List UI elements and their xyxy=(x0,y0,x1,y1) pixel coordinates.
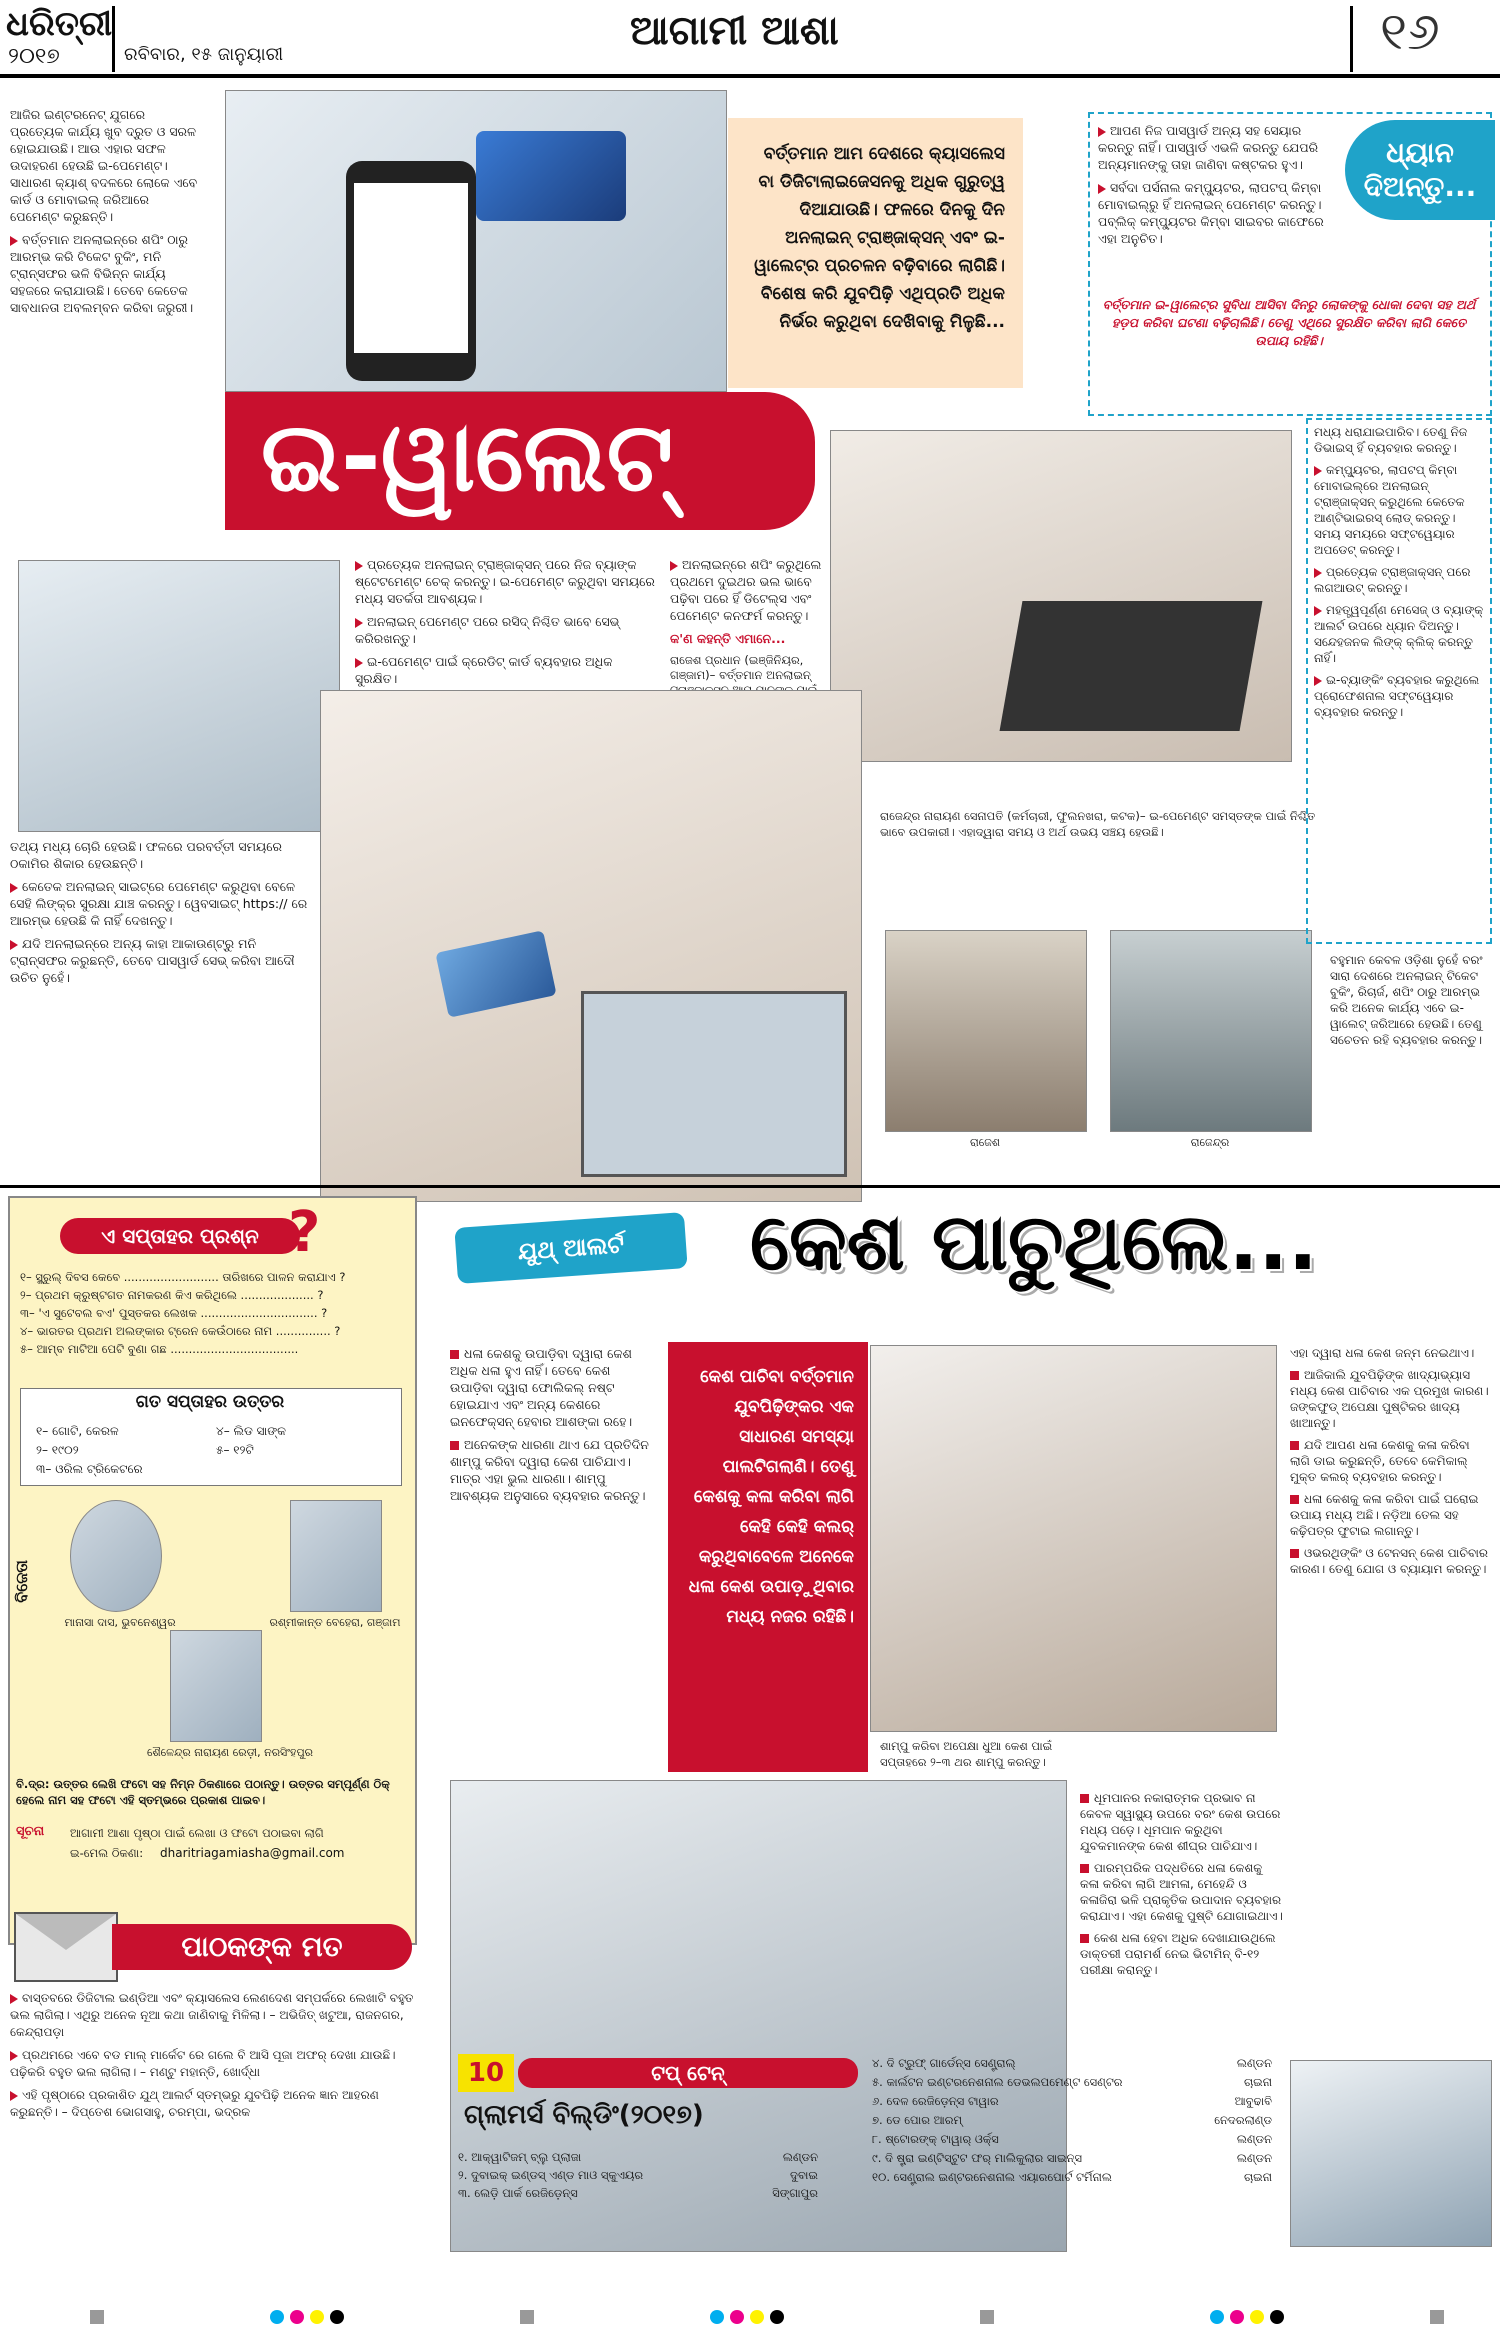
section-divider xyxy=(0,1185,1500,1188)
hair-paragraph: ଧଳା କେଶକୁ କଳା କରିବା ପାଇଁ ଘରୋଇ ଉପାୟ ମଧ୍ୟ ଅଛି। ନଡ଼ିଆ ତେଲ ସହ କଢ଼ିପତ୍ର ଫୁଟାଇ ଲଗାନ୍ତୁ। xyxy=(1290,1492,1479,1538)
tips-title: ଧ୍ୟାନ ଦିଅନ୍ତୁ... xyxy=(1363,136,1477,203)
laptop-icon xyxy=(581,991,847,1177)
ewallet-paragraph: ଅନଲାଇନ୍ ପେମେଣ୍ଟ ପରେ ରସିଦ୍ ନିଶ୍ଚିତ ଭାବେ ସେଭ୍ କରିରଖନ୍ତୁ। xyxy=(355,614,620,646)
email-link[interactable]: dharitriagamiasha@gmail.com xyxy=(160,1846,345,1860)
ewallet-headline-band xyxy=(225,392,815,530)
masthead xyxy=(0,0,1500,80)
youth-alert-badge xyxy=(454,1212,687,1284)
winner-caption: ରଶ୍ମୀକାନ୍ତ ବେହେରା, ଗଞ୍ଜାମ xyxy=(269,1616,401,1629)
topten-list-right xyxy=(872,2054,1272,2187)
tip-item: କମ୍ପ୍ୟୁଟର, ଲାପଟପ୍ କିମ୍ବା ମୋବାଇଲ୍‌ରେ ଅନଲାଇନ୍ ଟ୍ରାଞ୍ଜାକ୍ସନ୍ କରୁଥିଲେ କେତେକ ଆଣ୍ଟିଭାଇରସ୍ ଲୋଡ୍ କରନ୍ତୁ। ସମୟ ସମୟରେ ସଫ୍ଟୱେୟାର ଅପଡେଟ୍ କରନ୍ତୁ। xyxy=(1314,463,1465,557)
ewallet-paragraph: ଯଦି ଅନଲାଇନ୍‌ରେ ଅନ୍ୟ କାହା ଆକାଉଣ୍ଟ୍‌ରୁ ମନି ଟ୍ରାନ୍ସଫର କରୁଛନ୍ତି, ତେବେ ପାସୱାର୍ଡ ସେଭ୍ କରିବା ଆଦୌ ଉଚିତ ନୁହେଁ। xyxy=(10,936,295,985)
answer: ୪– ଲିଡ ସାଙ୍କ xyxy=(216,1424,287,1438)
ewallet-paragraph: ଅନଲାଇନ୍‌ରେ ଶପିଂ କରୁଥିଲେ ପ୍ରଥମେ ଦୁଇଥର ଭଲ ଭାବେ ପଢ଼ିବା ପରେ ହିଁ ଡିଟେଲ୍ସ ଏବଂ ପେମେଣ୍ଟ କନଫର୍ମ କରନ୍ତୁ। xyxy=(670,557,822,623)
tip-item: ସର୍ବଦା ପର୍ସନାଲ କମ୍ପ୍ୟୁଟର, ଲାପଟପ୍ କିମ୍ବା ମୋବାଇଲ୍‌ରୁ ହିଁ ଅନଲାଇନ୍ ପେମେଣ୍ଟ କରନ୍ତୁ। ପବ୍ଲିକ୍ କମ୍ପ୍ୟୁଟର କିମ୍ବା ସାଇବର କାଫେରେ ଏହା ଅନୁଚିତ। xyxy=(1098,180,1324,246)
answer: ୩– ଓରିଲ ଟ୍ରିକେଟରେ xyxy=(36,1462,143,1476)
tip-item: ଆପଣ ନିଜ ପାସୱାର୍ଡ ଅନ୍ୟ ସହ ସେୟାର କରନ୍ତୁ ନାହିଁ। ପାସୱାର୍ଡ ଏଭଳି କରନ୍ତୁ ଯେପରି ଅନ୍ୟମାନଙ୍କୁ ତାହା ଜାଣିବା କଷ୍ଟକର ହୁଏ। xyxy=(1098,123,1319,172)
topten-label-band xyxy=(518,2058,858,2088)
ewallet-paragraph: ପ୍ରତ୍ୟେକ ଅନଲାଇନ୍ ଟ୍ରାଞ୍ଜାକ୍ସନ୍ ପରେ ନିଜ ବ୍ୟାଙ୍କ ଷ୍ଟେଟମେଣ୍ଟ ଚେକ୍ କରନ୍ତୁ। ଇ-ପେମେଣ୍ଟ କରୁଥିବା ସମୟରେ ମଧ୍ୟ ସତର୍କତା ଆବଶ୍ୟକ। xyxy=(355,557,655,606)
hair-paragraph: ଧଳା କେଶକୁ ଉପାଡ଼ିବା ଦ୍ୱାରା କେଶ ଅଧିକ ଧଳା ହୁଏ ନାହିଁ। ତେବେ କେଶ ଉପାଡ଼ିବା ଦ୍ୱାରା ଫୋଲିକଲ୍ ନଷ୍ଟ ହୋଇଯାଏ ଏବଂ ଅନ୍ୟ କେଶରେ ଇନଫେକ୍ସନ୍ ହେବାର ଆଶଙ୍କା ରହେ। xyxy=(450,1346,633,1429)
youth-alert-label: ଯୁଥ୍ ଆଲର୍ଟ xyxy=(516,1230,626,1266)
quiz-questions xyxy=(20,1268,400,1358)
tips-title-badge xyxy=(1345,120,1495,220)
quiz-question: ୧– ସ୍କ୍ରୁଲ୍ ଦିବସ କେବେ .......................... ତାରିଖରେ ପାଳନ କରାଯାଏ ? xyxy=(20,1270,346,1284)
email-label: ଇ-ମେଲ ଠିକଣା: xyxy=(70,1846,144,1860)
girl-laptop-card-photo xyxy=(320,690,862,1202)
topten-item: ୩. ଲେଡ଼ି ପାର୍କ ରେଜିଡ଼େନ୍ସ ସିଙ୍ଗାପୁର xyxy=(458,2186,818,2200)
hair-column-2 xyxy=(1080,1790,1285,1984)
laptop-icon xyxy=(1000,601,1263,731)
section-title: ଆଗାମୀ ଆଶା xyxy=(630,8,839,54)
hair-column-3 xyxy=(1290,1345,1490,1583)
building-photo xyxy=(1290,2060,1492,2247)
mobile-wallet-photo xyxy=(225,90,727,392)
quotes-heading: କ'ଣ କହନ୍ତି ଏମାନେ... xyxy=(670,631,786,646)
readers-title: ପାଠକଙ୍କ ମତ xyxy=(181,1930,343,1963)
winner-photo xyxy=(290,1500,382,1612)
hair-paragraph: ଅନେକଙ୍କ ଧାରଣା ଥାଏ ଯେ ପ୍ରତିଦିନ ଶାମ୍ପୁ କରିବା ଦ୍ୱାରା କେଶ ପାଚିଯାଏ। ମାତ୍ର ଏହା ଭୁଲ ଧାରଣା। ଶାମ୍ପୁ ଆବଶ୍ୟକ ଅନୁସାରେ ବ୍ୟବହାର କରନ୍ତୁ। xyxy=(450,1437,649,1503)
quiz-note: ବି.ଦ୍ର: ଉତ୍ତର ଲେଖି ଫଟୋ ସହ ନିମ୍ନ ଠିକଣାରେ ପଠାନ୍ତୁ। ଉତ୍ତର ସମ୍ପୂର୍ଣ୍ଣ ଠିକ୍ ହେଲେ ନାମ ସହ ଫଟୋ ଏହି ସ୍ତମ୍ଭରେ ପ୍ରକାଶ ପାଇବ। xyxy=(16,1777,390,1807)
ewallet-paragraph: ତଥ୍ୟ ମଧ୍ୟ ଚୋରି ହେଉଛି। ଫଳରେ ପରବର୍ତ୍ତୀ ସମୟରେ ଠକାମିର ଶିକାର ହେଉଛନ୍ତି। xyxy=(10,839,282,871)
topten-item: ୮. ଷ୍ଟୋରଙ୍କ୍ ଟାୱାର୍ ଓର୍କ୍ସ ଲଣ୍ଡନ xyxy=(872,2132,1272,2146)
answer: ୨– ୧୯୦୨ xyxy=(36,1443,79,1457)
answer: ୫– ୧୨ଟି xyxy=(216,1443,254,1457)
quiz-title: ଏ ସପ୍ତାହର ପ୍ରଶ୍ନ xyxy=(101,1224,259,1248)
woman-grey-hair-photo xyxy=(870,1345,1277,1732)
tip-item: ମଧ୍ୟ ଧରାଯାଇପାରିବ। ତେଣୁ ନିଜ ଡିଭାଇସ୍ ହିଁ ବ୍ୟବହାର କରନ୍ତୁ। xyxy=(1314,425,1468,455)
tip-item: ମହତ୍ତ୍ୱପୂର୍ଣ୍ଣ ମେସେଜ୍ ଓ ବ୍ୟାଙ୍କ୍ ଆଲର୍ଟ ଉପରେ ଧ୍ୟାନ ଦିଅନ୍ତୁ। ସନ୍ଦେହଜନକ ଲିଙ୍କ୍ କ୍ଲିକ୍ କରନ୍ତୁ ନାହିଁ। xyxy=(1314,603,1484,665)
topten-item: ୧୦. ସେଣ୍ଟ୍ରାଲ ଇଣ୍ଟରନେଶନାଲ ଏୟାରପୋର୍ଟ ଟର୍ମିନାଲ ଚାଇନା xyxy=(872,2170,1272,2184)
tips-extra: ବହୁମାନ କେବଳ ଓଡ଼ିଶା ନୁହେଁ ବରଂ ସାରା ଦେଶରେ ଅନଲାଇନ୍ ଟିକେଟ ବୁକିଂ, ରିଚାର୍ଜ, ଶପିଂ ଠାରୁ ଆରମ୍ଭ କରି ଅନେକ କାର୍ଯ୍ୟ ଏବେ ଇ-ୱାଲେଟ୍ ଜରିଆରେ ହେଉଛି। ତେଣୁ ସଚେତନ ରହି ବ୍ୟବହାର କରନ୍ତୁ। xyxy=(1330,953,1483,1047)
notice-label: ସୂଚନା xyxy=(16,1824,45,1839)
ewallet-column-1 xyxy=(10,106,200,322)
question-mark-icon: ? xyxy=(288,1200,321,1265)
hair-paragraph: ଯଦି ଆପଣ ଧଳା କେଶକୁ କଳା କରିବା ଲାଗି ଡାଇ କରୁଛନ୍ତି, ତେବେ କେମିକାଲ୍ ମୁକ୍ତ କଲର୍ ବ୍ୟବହାର କରନ୍ତୁ। xyxy=(1290,1438,1470,1484)
topten-item: ୭. ଡେ ପୋର ଆରମ୍ ନେଦରଲାଣ୍ଡ xyxy=(872,2113,1272,2127)
tips-warning: ବର୍ତ୍ତମାନ ଇ-ୱାଲେଟ୍‌ର ସୁବିଧା ଆସିବା ଦିନରୁ ଲୋକଙ୍କୁ ଧୋକା ଦେବା ସହ ଅର୍ଥ ହଡ଼ପ କରିବା ଘଟଣା ବଢ଼ିଚାଲିଛି। ତେଣୁ ଏଥିରେ ସୁରକ୍ଷିତ କରିବା ଲାଗି କେତେ ଉପାୟ ରହିଛି। xyxy=(1102,297,1476,348)
ewallet-paragraph: ଆଜିର ଇଣ୍ଟରନେଟ୍ ଯୁଗରେ ପ୍ରତ୍ୟେକ କାର୍ଯ୍ୟ ଖୁବ ଦ୍ରୁତ ଓ ସରଳ ହୋଇଯାଉଛି। ଆଉ ଏହାର ସଫଳ ଉଦାହରଣ ହେଉଛି ଇ-ପେମେଣ୍ଟ। ସାଧାରଣ କ୍ୟାଶ୍ ବଦଳରେ ଲୋକେ ଏବେ କାର୍ଡ ଓ ମୋବାଇଲ୍ ଜରିଆରେ ପେମେଣ୍ଟ କରୁଛନ୍ତି। xyxy=(10,107,198,224)
tips-list-continued xyxy=(1314,424,1484,726)
man-headphones-photo xyxy=(18,560,340,832)
quiz-question: ୪– ଭାରତର ପ୍ରଥମ ଅଲଙ୍କାର ଟ୍ରେନ କେଉଁଠାରେ ନାମ ............... ? xyxy=(20,1324,341,1338)
ewallet-intro-text: ବର୍ତ୍ତମାନ ଆମ ଦେଶରେ କ୍ୟାସଲେସ ବା ଡିଜିଟାଲାଇଜେସନକୁ ଅଧିକ ଗୁରୁତ୍ୱ ଦିଆଯାଉଛି। ଫଳରେ ଦିନକୁ ଦିନ ଅନଲାଇନ୍ ଟ୍ରାଞ୍ଜାକ୍ସନ୍ ଏବଂ ଇ-ୱାଲେଟ୍‌ର ପ୍ରଚଳନ ବଢ଼ିବାରେ ଲାଗିଛି। ବିଶେଷ କରି ଯୁବପିଢ଼ି ଏଥିପ୍ରତି ଅଧିକ ନିର୍ଭର କରୁଥିବା ଦେଖିବାକୁ ମିଳୁଛି... xyxy=(754,144,1005,332)
shampoo-note: ଶାମ୍ପୁ କରିବା ଅପେକ୍ଷା ଧୁଆ କେଶ ପାଇଁ ସପ୍ତାହରେ ୨–୩ ଥର ଶାମ୍ପୁ କରନ୍ତୁ। xyxy=(880,1739,1053,1769)
hair-column-1 xyxy=(450,1345,655,1510)
hair-headline: କେଶ ପାଚୁଥିଲେ... xyxy=(750,1198,1318,1288)
reader-letter: ବାସ୍ତବରେ ଡିଜିଟାଲ ଇଣ୍ଡିଆ ଏବଂ କ୍ୟାସଲେସ ଲେଣଦେଣ ସମ୍ପର୍କରେ ଲେଖାଟି ବହୁତ ଭଲ ଲାଗିଲା। ଏଥିରୁ ଅନେକ ନୂଆ କଥା ଜାଣିବାକୁ ମିଳିଲା। – ଅଭିଜିତ୍ ଖଟୁଆ, ରାଜନଗର, କେନ୍ଦ୍ରାପଡ଼ା xyxy=(10,1991,414,2039)
hair-paragraph: ଓଭରଥିଙ୍କିଂ ଓ ଟେନସନ୍ କେଶ ପାଚିବାର କାରଣ। ତେଣୁ ଯୋଗ ଓ ବ୍ୟାୟାମ କରନ୍ତୁ। xyxy=(1290,1546,1488,1576)
rajesh-photo xyxy=(885,930,1087,1132)
quote-rajendra: ରାଜେନ୍ଦ୍ର ନାରାୟଣ ସେନାପତି (କର୍ମଚାରୀ, ଫୁଲନଖରା, କଟକ)– ଇ-ପେମେଣ୍ଟ ସମସ୍ତଙ୍କ ପାଇଁ ନିଶ୍ଚିତ ଭାବେ ଉପକାରୀ। ଏହାଦ୍ୱାରା ସମୟ ଓ ଅର୍ଥ ଉଭୟ ସଞ୍ଚୟ ହେଉଛି। xyxy=(880,809,1316,839)
readers-letters xyxy=(10,1990,415,2127)
winner-photo xyxy=(170,1630,262,1742)
envelope-icon xyxy=(14,1912,118,1982)
quiz-question: ୫– ଆମ୍ବ ମାଟିଆ ପେଟି ବୁଣା ଗଛ ................................... xyxy=(20,1342,299,1356)
topten-item: ୨. ଦୁବାଇକ୍ ଇଣ୍ଡସ୍ ଏଣ୍ଡ ମାଓ ସ୍କୁଏୟର ଦୁବାଇ xyxy=(458,2168,818,2182)
winner-photo xyxy=(70,1500,162,1612)
quiz-question: ୩– 'ଏ ସୁଟେବଲ ବଏ' ପୁସ୍ତକର ଲେଖକ ................................ ? xyxy=(20,1306,328,1320)
woman-laptop-photo xyxy=(830,430,1292,762)
phone-icon xyxy=(346,161,476,381)
topten-item: ୪. ଦି ଟ୍ରୁଫ୍ ଗାର୍ଡେନ୍ସ ସେଣ୍ଟ୍ରାଲ୍ ଲଣ୍ଡନ xyxy=(872,2056,1272,2070)
date-line: ରବିବାର, ୧୫ ଜାନୁୟାରୀ xyxy=(124,44,284,65)
ewallet-column-2 xyxy=(355,556,655,693)
ewallet-headline: ଇ-ୱାଲେଟ୍ xyxy=(261,401,674,513)
answers-title: ଗତ ସପ୍ତାହର ଉତ୍ତର xyxy=(135,1392,285,1412)
reader-letter: ଏହି ପୃଷ୍ଠାରେ ପ୍ରକାଶିତ ଯୁଥ୍ ଆଲର୍ଟ ସ୍ତମ୍ଭରୁ ଯୁବପିଢ଼ି ଅନେକ ଜ୍ଞାନ ଆହରଣ କରୁଛନ୍ତି। – ଦିପ୍ତେଶ ଭୋଗସାହୁ, ଚରମ୍ପା, ଭଦ୍ରକ xyxy=(10,2088,379,2119)
quote-rajesh: ରାଜେଶ ପ୍ରଧାନ (ଇଞ୍ଜିନିୟର, ଗଞ୍ଜାମ)– ବର୍ତ୍ତମାନ ଅନଲାଇନ୍ xyxy=(670,653,811,682)
answers-grid xyxy=(36,1422,396,1479)
rajendra-photo xyxy=(1110,930,1312,1132)
quiz-question: ୨– ପ୍ରଥମ କ୍ରୁଷ୍ଟଗତ ନାମକରଣ କିଏ କରିଥିଲେ .................... ? xyxy=(20,1288,324,1302)
hair-intro-box xyxy=(668,1342,868,1772)
topten-badge: 10 xyxy=(458,2054,514,2092)
topten-title: ଗ୍ଲାମର୍ସ ବିଲ୍ଡିଂ(୨୦୧୭) xyxy=(464,2100,704,2130)
winner-caption: ମାନାସା ଦାସ, ଭୁବନେଶ୍ୱର xyxy=(64,1616,176,1629)
topten-item: ୬. ଦେଳ ରେଜିଡ଼େନ୍ସ ଟାୱାର ଆବୁଢାବି xyxy=(872,2094,1272,2108)
credit-card-icon xyxy=(476,131,626,221)
hair-paragraph: ପାରମ୍ପରିକ ପଦ୍ଧତିରେ ଧଳା କେଶକୁ କଳା କରିବା ଲାଗି ଆମଳା, ମେହେନ୍ଦି ଓ କଳାଜିରା ଭଳି ପ୍ରାକୃତିକ ଉପାଦାନ ବ୍ୟବହାର କରାଯାଏ। ଏହା କେଶକୁ ପୁଷ୍ଟି ଯୋଗାଇଥାଏ। xyxy=(1080,1861,1283,1923)
topten-header xyxy=(458,2054,868,2092)
credit-card-icon xyxy=(435,930,556,1017)
tip-item: ଇ-ବ୍ୟାଙ୍କିଂ ବ୍ୟବହାର କରୁଥିଲେ ପ୍ରୋଫେଶନାଲ ସଫ୍ଟୱେୟାର ବ୍ୟବହାର କରନ୍ତୁ। xyxy=(1314,673,1480,719)
readers-title-band xyxy=(112,1924,412,1970)
ewallet-paragraph: ଇ-ପେମେଣ୍ଟ ପାଇଁ କ୍ରେଡିଟ୍ କାର୍ଡ ବ୍ୟବହାର ଅଧିକ ସୁରକ୍ଷିତ। xyxy=(355,654,613,686)
rajesh-caption: ରାଜେଶ xyxy=(969,1136,1001,1149)
quiz-title-band xyxy=(60,1218,300,1254)
topten-label: ଟପ୍ ଟେନ୍ xyxy=(651,2061,725,2085)
hair-paragraph: ଏହା ଦ୍ୱାରା ଧଳା କେଶ ଜନ୍ମ ନେଇଥାଏ। xyxy=(1290,1346,1475,1360)
reader-letter: ପ୍ରଥମରେ ଏବେ ବଡ ମାଲ୍ ମାର୍କେଟ ରେ ଗଲେ ବି ଆସି ପୂଜା ଅଫର୍ ଦେଖା ଯାଉଛି। ପଢ଼ିକରି ବହୁତ ଭଲ ଲାଗିଲା। – ମଣ୍ଟୁ ମହାନ୍ତି, ଖୋର୍ଦ୍ଧା xyxy=(10,2048,396,2079)
topten-item: ୧. ଆକ୍ୱାଟିଜମ୍ ବ୍ଲୁ ପ୍ଲାଜା ଲଣ୍ଡନ xyxy=(458,2150,818,2164)
hair-paragraph: ଧୂମପାନର ନକାରାତ୍ମକ ପ୍ରଭାବ ନା କେବଳ ସ୍ୱାସ୍ଥ୍ୟ ଉପରେ ବରଂ କେଶ ଉପରେ ମଧ୍ୟ ପଡ଼େ। ଧୂମପାନ କରୁଥିବା ଯୁବକମାନଙ୍କ କେଶ ଶୀଘ୍ର ପାଚିଯାଏ। xyxy=(1080,1791,1281,1853)
ewallet-paragraph: ବର୍ତ୍ତମାନ ଅନଲାଇନ୍‌ରେ ଶପିଂ ଠାରୁ ଆରମ୍ଭ କରି ଟିକେଟ ବୁକିଂ, ମନି ଟ୍ରାନ୍ସଫର ଭଳି ବିଭିନ୍ନ କାର୍ଯ୍ୟ ସହଜରେ କରାଯାଉଛି। ତେବେ କେତେକ ସାବଧାନତା ଅବଲମ୍ବନ କରିବା ଜରୁରୀ। xyxy=(10,232,194,315)
ewallet-paragraph: କେତେକ ଅନଲାଇନ୍ ସାଇଟ୍‌ରେ ପେମେଣ୍ଟ କରୁଥିବା ବେଳେ ସେହି ଲିଙ୍କ୍‌ର ସୁରକ୍ଷା ଯାଞ୍ଚ କରନ୍ତୁ। ୱେବସାଇଟ୍ https:// ରେ ଆରମ୍ଭ ହେଉଛି କି ନାହିଁ ଦେଖନ୍ତୁ। xyxy=(10,879,308,928)
notice-text: ଆଗାମୀ ଆଶା ପୃଷ୍ଠା ପାଇଁ ଲେଖା ଓ ଫଟୋ ପଠାଇବା ଲାଗି xyxy=(70,1826,324,1840)
hair-paragraph: ଆଜିକାଲି ଯୁବପିଢ଼ିଙ୍କ ଖାଦ୍ୟାଭ୍ୟାସ ମଧ୍ୟ କେଶ ପାଚିବାର ଏକ ପ୍ରମୁଖ କାରଣ। ଜଙ୍କଫୁଡ୍ ଅପେକ୍ଷା ପୁଷ୍ଟିକର ଖାଦ୍ୟ ଖାଆନ୍ତୁ। xyxy=(1290,1368,1489,1430)
ewallet-column-1-lower xyxy=(10,838,310,992)
topten-item: ୯. ଦି ଷ୍ଟ୍ରା ଇଣ୍ଟିସ୍ଟୁଟ ଫର୍ ମାଲିକୁଲାର ସାଇନ୍ସ ଲଣ୍ଡନ xyxy=(872,2151,1272,2165)
newspaper-logo: ଧରିତ୍ରୀ xyxy=(6,4,113,44)
winner-caption: ଶୈଳେନ୍ଦ୍ର ନାରାୟଣ ରେଡ଼ୀ, ନରସିଂହପୁର xyxy=(146,1746,314,1759)
winners-label: ବିଜେତା xyxy=(12,1560,31,1603)
tip-item: ପ୍ରତ୍ୟେକ ଟ୍ରାଞ୍ଜାକ୍ସନ୍ ପରେ ଲଗଆଉଟ୍ କରନ୍ତୁ। xyxy=(1314,565,1471,595)
topten-item: ୫. କାର୍ଲଟନ ଇଣ୍ଟରନେଶନାଲ ଡେଭଲପମେଣ୍ଟ ସେଣ୍ଟର ଚାଇନା xyxy=(872,2075,1272,2089)
print-registration-bar xyxy=(0,2300,1500,2334)
rajendra-caption: ରାଜେନ୍ଦ୍ର xyxy=(1190,1136,1230,1149)
ewallet-intro-box xyxy=(728,118,1023,388)
hair-intro-text: କେଶ ପାଚିବା ବର୍ତ୍ତମାନ ଯୁବପିଢ଼ିଙ୍କର ଏକ ସାଧାରଣ ସମସ୍ୟା ପାଲଟିଗଲାଣି। ତେଣୁ କେଶକୁ କଳା କରିବା ଲାଗି କେହି କେହି କଲର୍ କରୁଥିବାବେଳେ ଅନେକେ ଧଳା କେଶ ଉପାଡ଼ୁଥିବାର ମଧ୍ୟ ନଜର ରହିଛି। xyxy=(688,1367,854,1627)
page-number: ୧୬ xyxy=(1380,2,1440,62)
year-label: ୨୦୧୭ xyxy=(8,44,60,69)
bullet-icon xyxy=(10,236,18,246)
topten-list-left xyxy=(458,2148,818,2202)
hair-paragraph: କେଶ ଧଳା ହେବା ଅଧିକ ଦେଖାଯାଉଥିଲେ ଡାକ୍ତରୀ ପରାମର୍ଶ ନେଇ ଭିଟାମିନ୍ ବି-୧୨ ପରୀକ୍ଷା କରାନ୍ତୁ। xyxy=(1080,1931,1276,1977)
tips-list xyxy=(1098,122,1338,253)
answer: ୧– ଗୋଟି, କେରଳ xyxy=(36,1424,119,1438)
